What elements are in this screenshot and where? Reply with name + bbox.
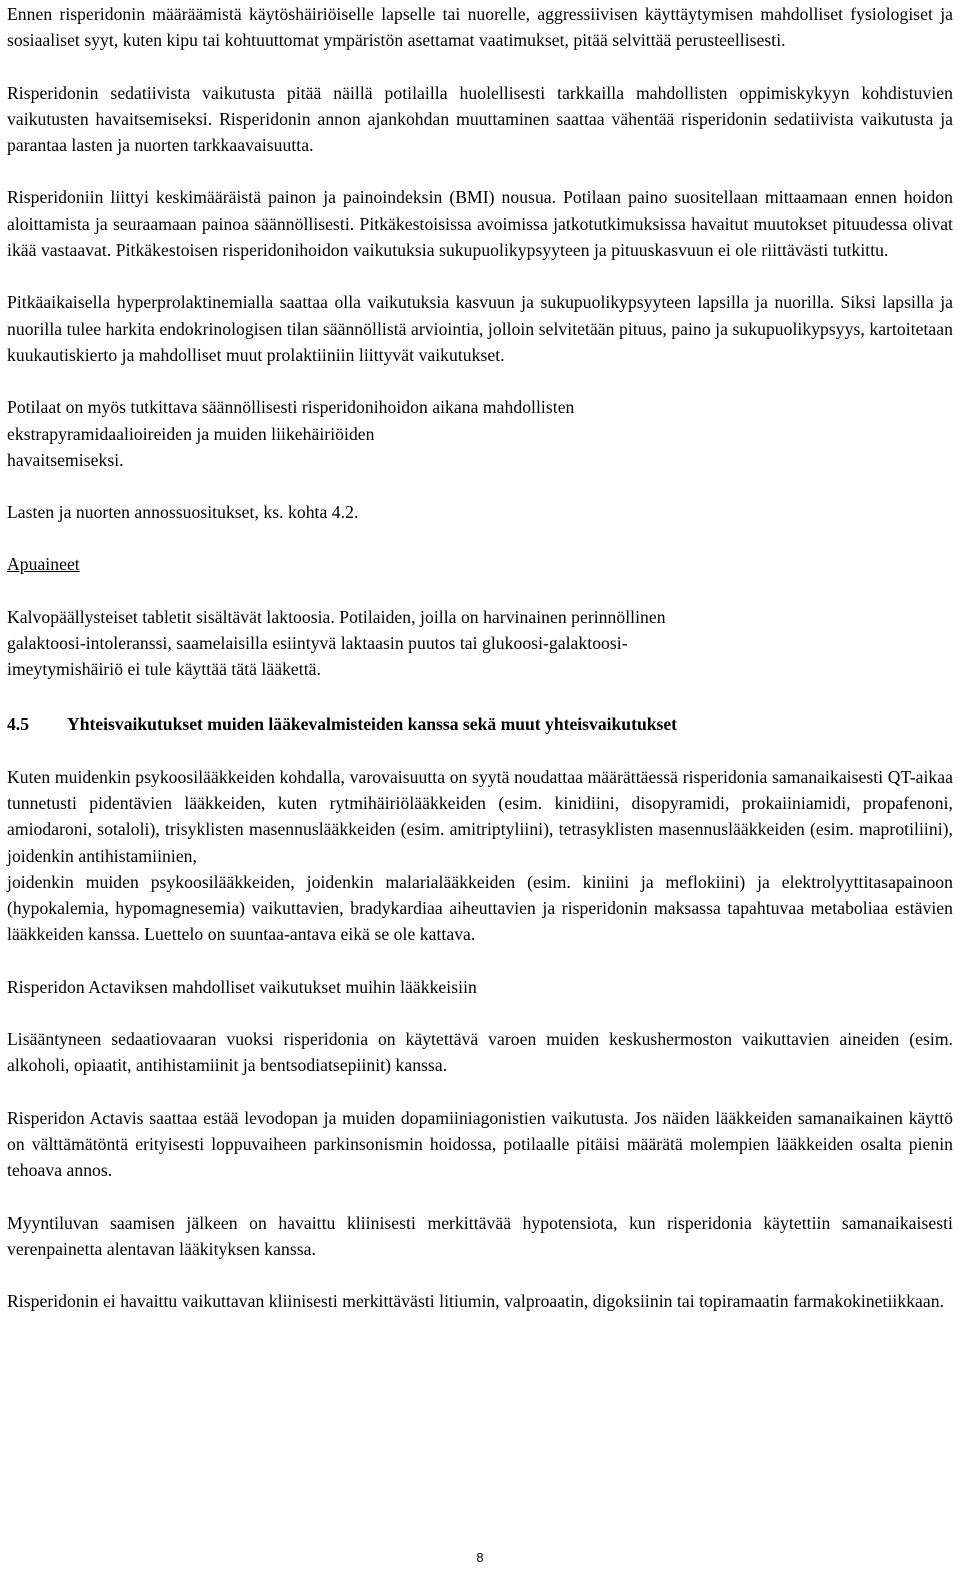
paragraph-line: Kalvopäällysteiset tabletit sisältävät laktoosia. Potilaiden, joilla on harvinainen perinnöllinen <box>7 606 666 627</box>
subheading-text: Apuaineet <box>7 554 80 575</box>
paragraph-lactose <box>7 604 953 683</box>
document-page <box>7 0 953 1314</box>
page-number: 8 <box>476 1550 484 1565</box>
paragraph-hyperprolactinemia: Pitkäaikaisella hyperprolaktinemialla saattaa olla vaikutuksia kasvuun ja sukupuolikypsyyteen lapsilla ja nuorilla. Siksi lapsilla ja nuorilla tulee harkita endokrinologisen tilan säännöllistä arviointia, jolloin selvitetään pituus, paino ja sukupuolikypsyys, kartoitetaan kuukautiskierto ja mahdolliset muut prolaktiiniin liittyvät vaikutukset. <box>7 292 953 365</box>
paragraph-part: joidenkin muiden psykoosilääkkeiden, joidenkin malarialääkkeiden (esim. kiniini ja meflokiini) ja elektrolyyttitasapainoon (hypokalemia, hypomagnesemia) vaikuttavien, bradykardiaa aiheuttavien ja risperidonin maksassa tapahtuvaa metaboliaa estävien lääkkeiden kanssa. Luettelo on suuntaa-antava eikä se ole kattava. <box>7 871 953 945</box>
paragraph-line: ekstrapyramidaalioireiden ja muiden liikehäiriöiden <box>7 423 375 444</box>
paragraph-line: galaktoosi-intoleranssi, saamelaisilla esiintyvä laktaasin puutos tai glukoosi-galaktoosi- <box>7 633 628 654</box>
paragraph-line: havaitsemiseksi. <box>7 449 124 470</box>
paragraph-levodopa: Risperidon Actavis saattaa estää levodopan ja muiden dopamiiniagonistien vaikutusta. Jos näiden lääkkeiden samanaikainen käyttö on välttämätöntä erityisesti loppuvaiheen parkinsonismin hoidossa, potilaalle pitäisi määrätä molempien lääkkeiden osalta pienin tehoava annos. <box>7 1107 953 1181</box>
paragraph-pharmacokinetics: Risperidonin ei havaittu vaikuttavan kliinisesti merkittävästi litiumin, valproaatin, digoksiinin tai topiramaatin farmakokinetiikkaan. <box>7 1291 945 1312</box>
section-title: Yhteisvaikutukset muiden lääkevalmisteiden kanssa sekä muut yhteisvaikutukset <box>67 713 678 734</box>
paragraph-line: imeytymishäiriö ei tule käyttää tätä lääkettä. <box>7 659 321 680</box>
paragraph-aggression-causes: Ennen risperidonin määräämistä käytöshäiriöiselle lapselle tai nuorelle, aggressiivisen käyttäytymisen mahdolliset fysiologiset ja sosiaaliset syyt, kuten kipu tai kohtuuttomat ympäristön asettamat vaatimukset, pitää selvittää perusteellisesti. <box>7 4 953 51</box>
paragraph-sedative-effect: Risperidonin sedatiivista vaikutusta pitää näillä potilailla huolellisesti tarkkailla mahdollisten oppimiskykyyn kohdistuvien vaikutusten havaitsemiseksi. Risperidonin annon ajankohdan muuttaminen saattaa vähentää risperidonin sedatiivista vaikutusta ja parantaa lasten ja nuorten tarkkaavaisuutta. <box>7 82 953 156</box>
paragraph-effects-on-other-drugs: Risperidon Actaviksen mahdolliset vaikutukset muihin lääkkeisiin <box>7 976 477 997</box>
paragraph-movement-disorders <box>7 394 953 473</box>
paragraph-line: Potilaat on myös tutkittava säännöllisesti risperidonihoidon aikana mahdollisten <box>7 397 575 418</box>
paragraph-weight-gain: Risperidoniin liittyi keskimääräistä painon ja painoindeksin (BMI) nousua. Potilaan paino suositellaan mittaamaan ennen hoidon aloittamista ja seuraamaan painoa säännöllisesti. Pitkäkestoisissa avoimissa jatkotutkimuksissa havaitut muutokset pituudessa olivat ikää vastaavat. Pitkäkestoisen risperidonihoidon vaikutuksia sukupuolikypsyyteen ja pituuskasvuun ei ole riittävästi tutkittu. <box>7 187 953 261</box>
section-number: 4.5 <box>7 713 29 734</box>
subheading-excipients <box>7 551 953 577</box>
section-heading-4-5 <box>7 711 953 737</box>
paragraph-qt-interactions <box>7 764 953 948</box>
paragraph-part: Kuten muidenkin psykoosilääkkeiden kohdalla, varovaisuutta on syytä noudattaa määrättäessä risperidonia samanaikaisesti QT-aikaa tunnetusti pidentävien lääkkeiden, kuten rytmihäiriölääkkeiden (esim. kinidiini, disopyramidi, prokaiiniamidi, propafenoni, amiodaroni, sotaloli), trisyklisten masennuslääkkeiden (esim. amitriptyliini), tetrasyklisten masennuslääkkeiden (esim. maprotiliini), joidenkin antihistamiinien, <box>7 766 953 866</box>
paragraph-dosage-reference: Lasten ja nuorten annossuositukset, ks. kohta 4.2. <box>7 502 359 523</box>
paragraph-hypotension: Myyntiluvan saamisen jälkeen on havaittu kliinisesti merkittävää hypotensiota, kun risperidonia käytettiin samanaikaisesti verenpainetta alentavan lääkityksen kanssa. <box>7 1212 953 1259</box>
paragraph-sedation-risk: Lisääntyneen sedaatiovaaran vuoksi risperidonia on käytettävä varoen muiden keskushermoston vaikuttavien aineiden (esim. alkoholi, opiaatit, antihistamiinit ja bentsodiatsepiinit) kanssa. <box>7 1029 953 1076</box>
